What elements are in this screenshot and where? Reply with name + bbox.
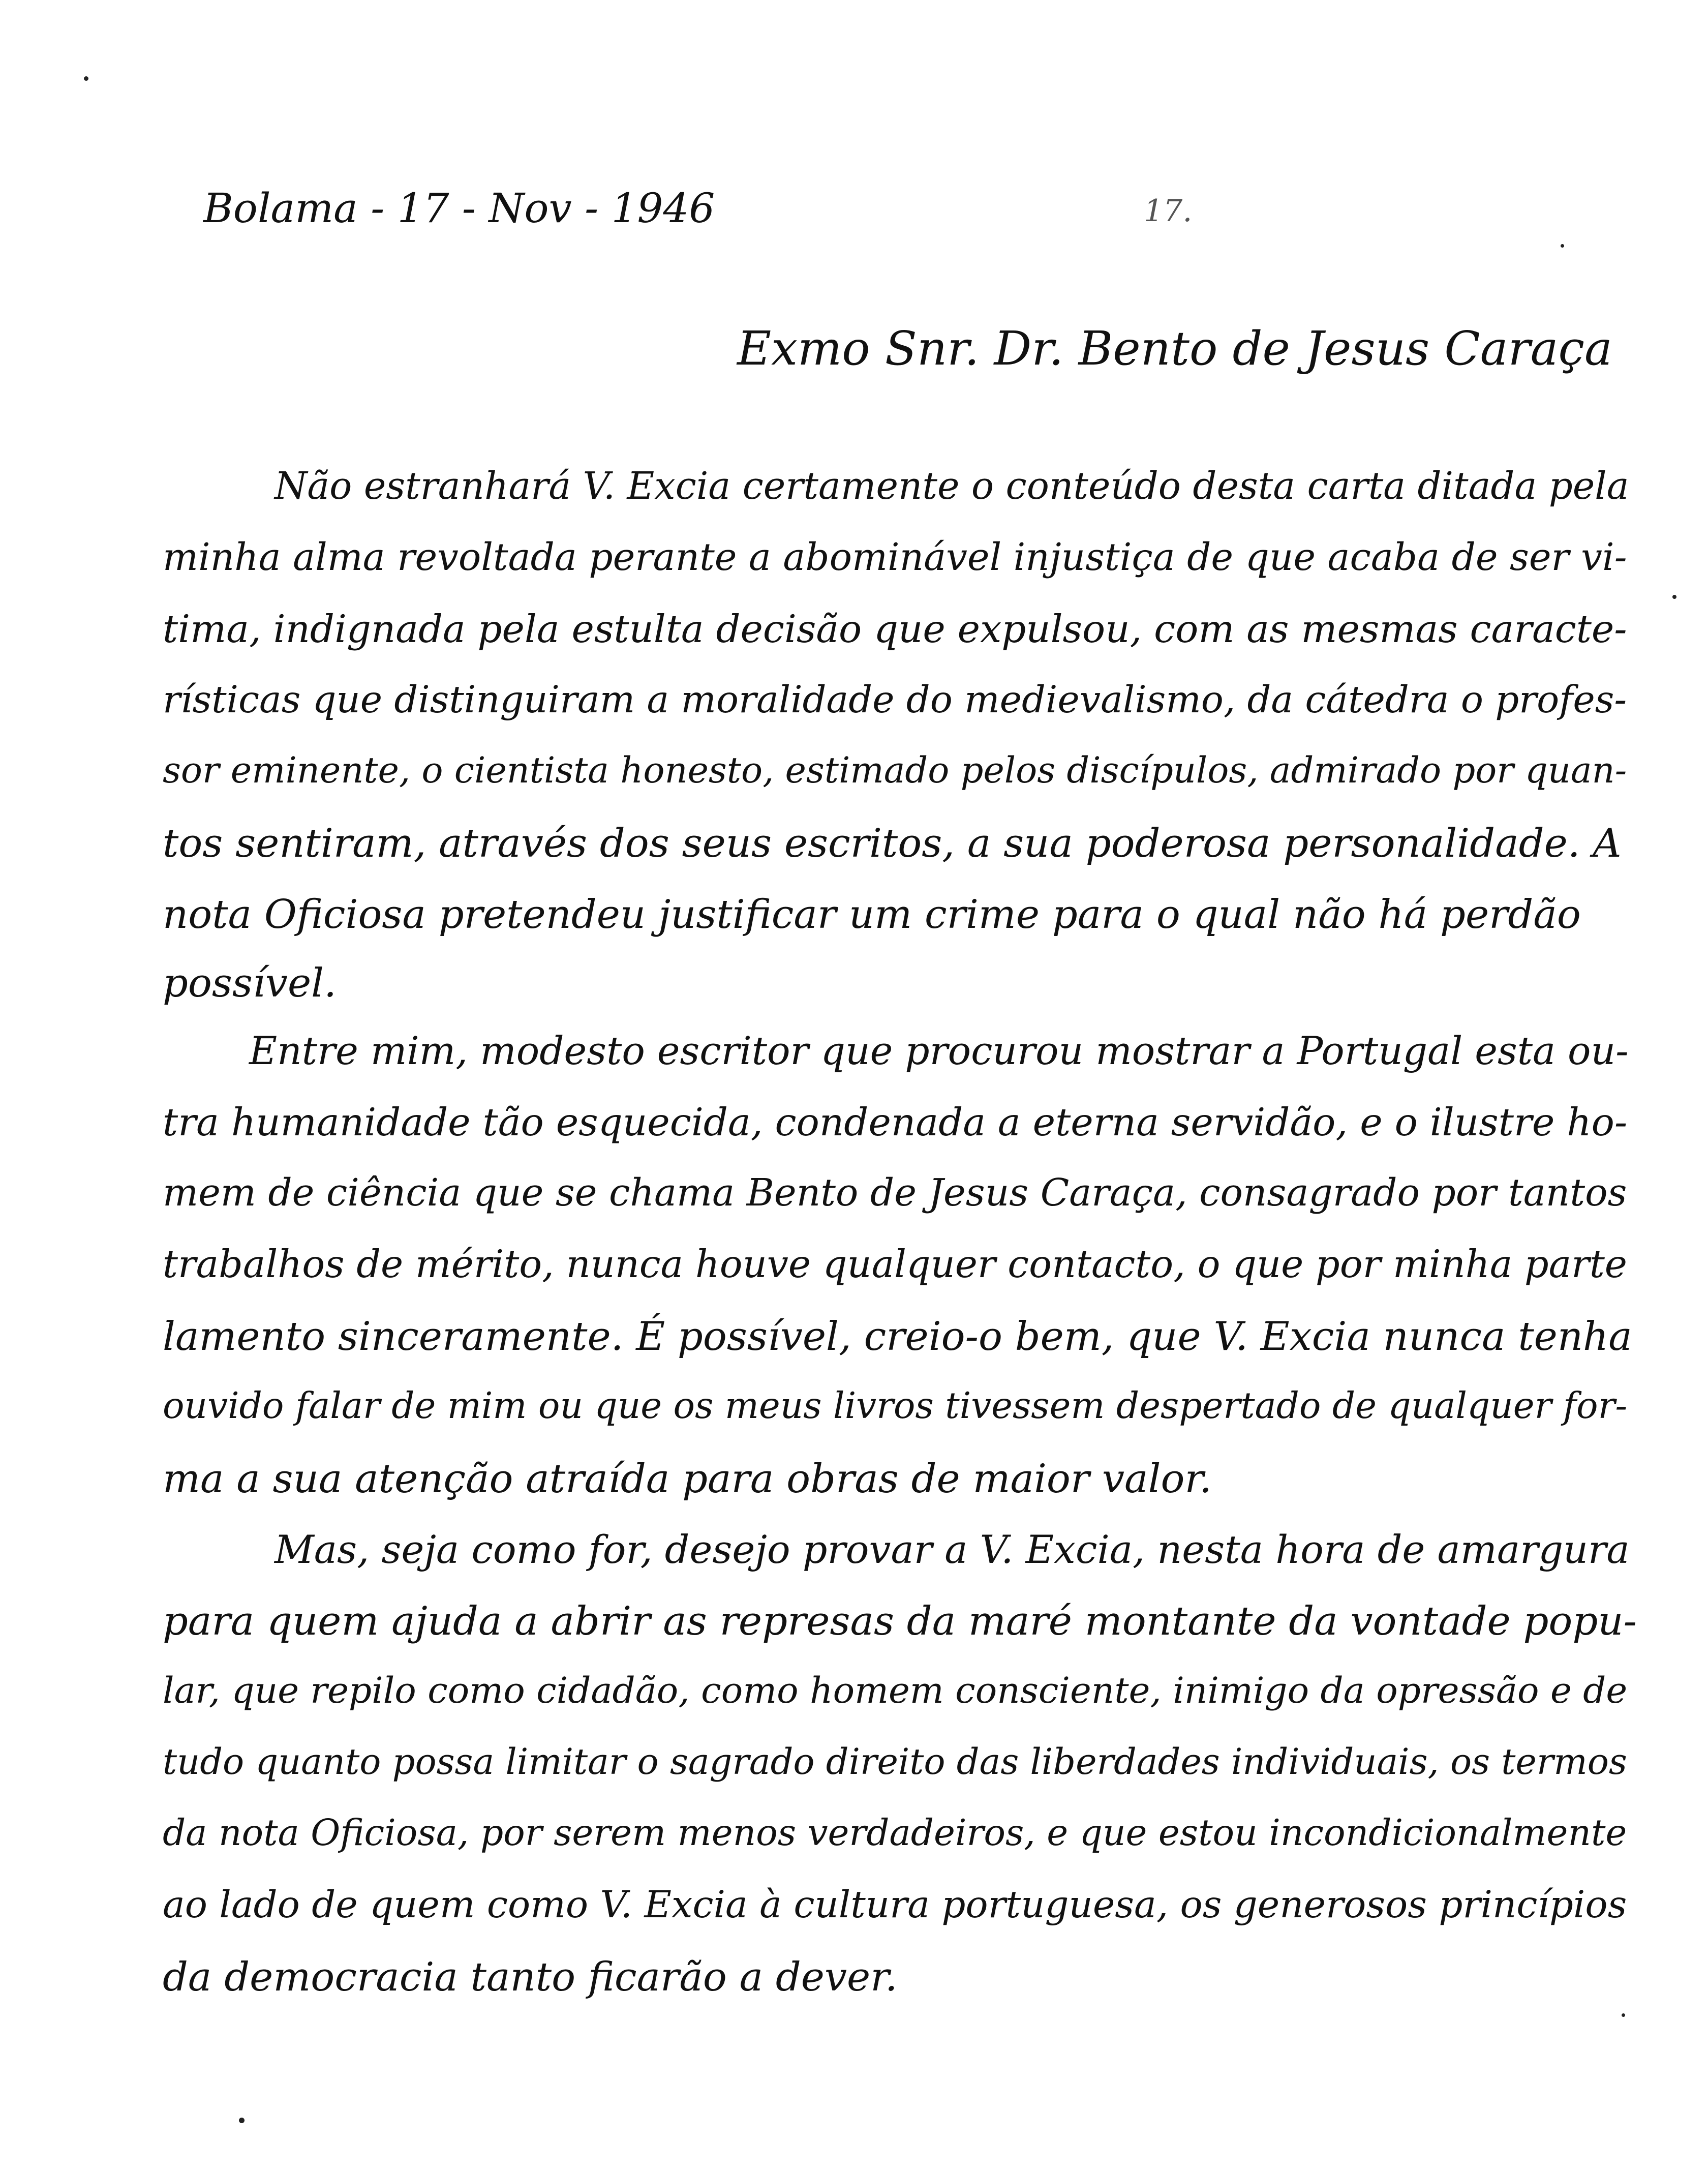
scan-speck — [1561, 244, 1564, 248]
body-line: lar, que repilo como cidadão, como homem consciente, inimigo da opressão e de — [163, 1669, 1628, 1711]
scan-speck — [1622, 2013, 1625, 2017]
body-line: Entre mim, modesto escritor que procurou mostrar a Portugal esta ou- — [249, 1029, 1629, 1073]
body-line: rísticas que distinguiram a moralidade do medievalismo, da cátedra o profes- — [163, 678, 1627, 721]
body-line: ma a sua atenção atraída para obras de maior valor. — [163, 1456, 1212, 1502]
body-line: sor eminente, o cientista honesto, estimado pelos discípulos, admirado por quan- — [163, 749, 1627, 791]
salutation: Exmo Snr. Dr. Bento de Jesus Caraça — [737, 321, 1612, 376]
body-line: tima, indignada pela estulta decisão que expulsou, com as mesmas caracte- — [163, 607, 1627, 651]
body-line: ao lado de quem como V. Excia à cultura portuguesa, os generosos princípios — [163, 1883, 1627, 1926]
dateline: Bolama - 17 - Nov - 1946 — [203, 185, 715, 232]
body-line: da nota Oficiosa, por serem menos verdadeiros, e que estou incondicionalmente — [163, 1812, 1627, 1854]
body-line: possível. — [163, 960, 337, 1006]
body-line: Não estranhará V. Excia certamente o conteúdo desta carta ditada pela — [274, 465, 1629, 508]
body-line: trabalhos de mérito, nunca houve qualquer contacto, o que por minha parte — [163, 1242, 1627, 1286]
body-line: Mas, seja como for, desejo provar a V. Excia, nesta hora de amargura — [274, 1527, 1630, 1572]
scan-speck — [84, 76, 88, 81]
body-line: lamento sinceramente. É possível, creio-o bem, que V. Excia nunca tenha — [163, 1314, 1632, 1360]
body-line: ouvido falar de mim ou que os meus livros tivessem despertado de qualquer for- — [163, 1384, 1628, 1427]
scan-speck — [1672, 595, 1676, 599]
faint-stamp-mark: 17. — [1144, 193, 1193, 229]
scan-speck — [239, 2118, 245, 2123]
body-line: tos sentiram, através dos seus escritos, a sua poderosa personalidade. A — [163, 821, 1622, 866]
body-line: da democracia tanto ficarão a dever. — [163, 1954, 898, 2000]
body-line: tudo quanto possa limitar o sagrado direito das liberdades individuais, os termos — [163, 1741, 1627, 1783]
body-line: mem de ciência que se chama Bento de Jesus Caraça, consagrado por tantos — [163, 1171, 1627, 1215]
body-line: nota Oficiosa pretendeu justificar um crime para o qual não há perdão — [163, 892, 1581, 938]
body-line: tra humanidade tão esquecida, condenada a eterna servidão, e o ilustre ho- — [163, 1100, 1628, 1144]
body-line: minha alma revoltada perante a abominável injustiça de que acaba de ser vi- — [163, 535, 1627, 579]
body-line: para quem ajuda a abrir as represas da maré montante da vontade popu- — [163, 1598, 1637, 1644]
